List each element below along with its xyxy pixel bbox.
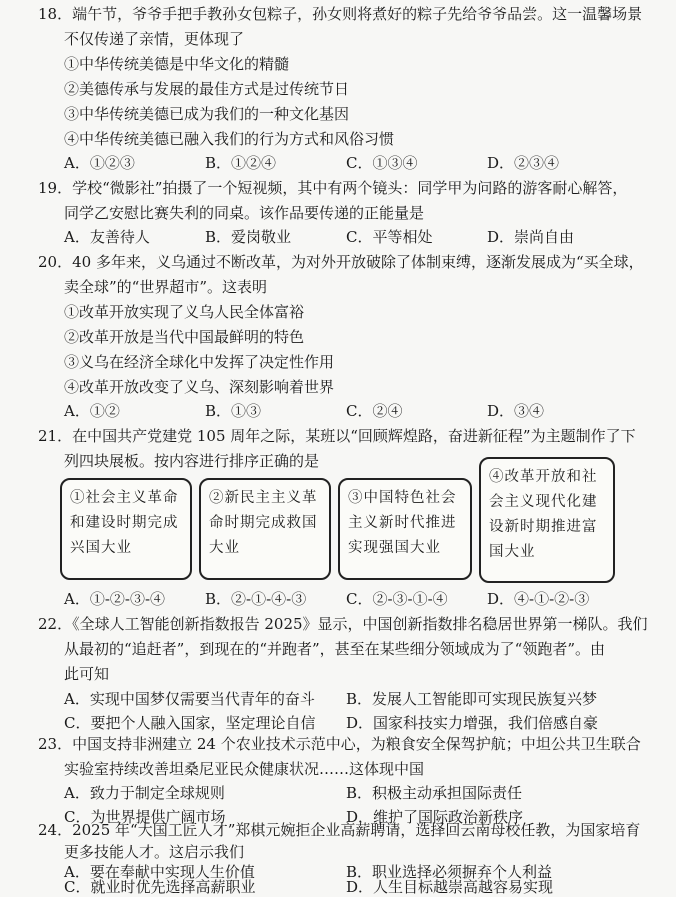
question-stem-line: 22．《全球人工智能创新指数报告 2025》显示，中国创新指数排名稳居世界第一梯队。我们 bbox=[38, 615, 648, 633]
question-stem-line: 卖全球”的“世界超市”。这表明 bbox=[64, 278, 268, 296]
option-b[interactable]: B．①②④ bbox=[205, 154, 277, 172]
option-b[interactable]: B．发展人工智能即可实现民族复兴梦 bbox=[346, 690, 598, 708]
option-b[interactable]: B．爱岗敬业 bbox=[205, 228, 292, 246]
option-a[interactable]: A．①-②-③-④ bbox=[64, 590, 166, 608]
display-board-2 bbox=[199, 478, 331, 580]
board-text-line: ③中国特色社会 bbox=[348, 490, 457, 506]
display-board-3 bbox=[338, 478, 472, 580]
option-a[interactable]: A．①②③ bbox=[64, 154, 135, 172]
display-board-4 bbox=[479, 457, 615, 583]
question-stem-line: 23．中国支持非洲建立 24 个农业技术示范中心，为粮食安全保驾护航；中坦公共卫生联合 bbox=[38, 735, 641, 753]
question-stem-line: 21．在中国共产党建党 105 周年之际，某班以“回顾辉煌路，奋进新征程”为主题制作了下 bbox=[38, 427, 636, 445]
option-d[interactable]: D．维护了国际政治新秩序 bbox=[346, 808, 524, 826]
option-a[interactable]: A．实现中国梦仅需要当代青年的奋斗 bbox=[64, 690, 315, 708]
question-stem-line: 20．40 多年来，义乌通过不断改革，为对外开放破除了体制束缚，逐渐发展成为“买全球， bbox=[38, 253, 644, 271]
question-stem-line: 实验室持续改善坦桑尼亚民众健康状况……这体现中国 bbox=[64, 760, 425, 778]
board-text-line: ①社会主义革命 bbox=[70, 490, 179, 506]
option-d[interactable]: D．③④ bbox=[487, 402, 545, 420]
board-text-line: ②新民主主义革 bbox=[209, 490, 318, 506]
board-text-line: 和建设时期完成 bbox=[70, 515, 179, 531]
board-text-line: 设新时期推进富 bbox=[489, 519, 598, 535]
option-b[interactable]: B．职业选择必须摒弃个人利益 bbox=[346, 863, 553, 881]
board-text-line: 兴国大业 bbox=[70, 540, 132, 556]
board-text-line: ④改革开放和社 bbox=[489, 469, 598, 485]
option-c[interactable]: C．要把个人融入国家，坚定理论自信 bbox=[64, 714, 316, 732]
question-stem-line: 19．学校“微影社”拍摄了一个短视频，其中有两个镜头：同学甲为问路的游客耐心解答， bbox=[38, 179, 628, 197]
question-stem-line: 从最初的“追赶者”，到现在的“并跑者”，甚至在某些细分领域成为了“领跑者”。由 bbox=[64, 640, 606, 658]
board-text-line: 实现强国大业 bbox=[348, 540, 441, 556]
statement: ①改革开放实现了义乌人民全体富裕 bbox=[64, 303, 305, 321]
board-text-line: 主义新时代推进 bbox=[348, 515, 457, 531]
option-a[interactable]: A．①② bbox=[64, 402, 120, 420]
option-c[interactable]: C．就业时优先选择高薪职业 bbox=[64, 878, 256, 896]
board-text-line: 命时期完成救国 bbox=[209, 515, 318, 531]
option-b[interactable]: B．①③ bbox=[205, 402, 262, 420]
statement: ③义乌在经济全球化中发挥了决定性作用 bbox=[64, 353, 335, 371]
statement: ③中华传统美德已成为我们的一种文化基因 bbox=[64, 105, 350, 123]
board-text-line: 会主义现代化建 bbox=[489, 494, 598, 510]
option-a[interactable]: A．致力于制定全球规则 bbox=[64, 784, 225, 802]
question-stem-line: 不仅传递了亲情，更体现了 bbox=[64, 30, 245, 48]
display-board-1 bbox=[60, 478, 192, 580]
option-c[interactable]: C．平等相处 bbox=[346, 228, 433, 246]
option-d[interactable]: D．④-①-②-③ bbox=[487, 590, 590, 608]
option-d[interactable]: D．崇尚自由 bbox=[487, 228, 575, 246]
option-c[interactable]: C．为世界提供广阔市场 bbox=[64, 808, 226, 826]
option-d[interactable]: D．人生目标越崇高越容易实现 bbox=[346, 878, 554, 896]
board-text-line: 大业 bbox=[209, 540, 240, 556]
statement: ④改革开放改变了义乌、深刻影响着世界 bbox=[64, 378, 335, 396]
option-b[interactable]: B．②-①-④-③ bbox=[205, 590, 307, 608]
question-stem-line: 18．端午节，爷爷手把手教孙女包粽子，孙女则将煮好的粽子先给爷爷品尝。这一温馨场景 bbox=[38, 5, 643, 23]
question-stem-line: 24．2025 年“大国工匠人才”郑棋元婉拒企业高薪聘请，选择回云南母校任教，为国家培育 bbox=[38, 821, 641, 839]
question-stem-line: 此可知 bbox=[64, 665, 110, 683]
option-b[interactable]: B．积极主动承担国际责任 bbox=[346, 784, 523, 802]
question-stem-line: 更多技能人才。这启示我们 bbox=[64, 843, 245, 861]
board-text-line: 国大业 bbox=[489, 544, 536, 560]
option-d[interactable]: D．②③④ bbox=[487, 154, 560, 172]
statement: ②改革开放是当代中国最鲜明的特色 bbox=[64, 328, 305, 346]
option-c[interactable]: C．②-③-①-④ bbox=[346, 590, 448, 608]
option-a[interactable]: A．要在奉献中实现人生价值 bbox=[64, 863, 255, 881]
option-a[interactable]: A．友善待人 bbox=[64, 228, 150, 246]
option-c[interactable]: C．②④ bbox=[346, 402, 403, 420]
statement: ①中华传统美德是中华文化的精髓 bbox=[64, 55, 290, 73]
statement: ②美德传承与发展的最佳方式是过传统节日 bbox=[64, 80, 350, 98]
option-d[interactable]: D．国家科技实力增强，我们倍感自豪 bbox=[346, 714, 599, 732]
question-stem-line: 同学乙安慰比赛失利的同桌。该作品要传递的正能量是 bbox=[64, 204, 425, 222]
statement: ④中华传统美德已融入我们的行为方式和风俗习惯 bbox=[64, 130, 395, 148]
question-stem-line: 列四块展板。按内容进行排序正确的是 bbox=[64, 452, 320, 470]
option-c[interactable]: C．①③④ bbox=[346, 154, 418, 172]
